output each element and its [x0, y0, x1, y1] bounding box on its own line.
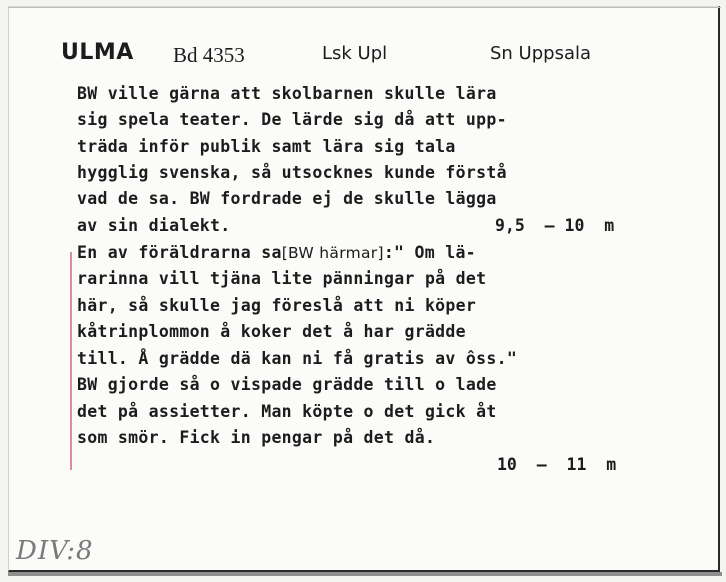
card-top-edge	[9, 7, 721, 8]
volume-number: Bd 4353	[173, 43, 245, 67]
text-line: BW ville gärna att skolbarnen skulle lära	[77, 84, 497, 103]
text-line: som smör. Fick in pengar på det då.	[77, 428, 436, 447]
text-line	[77, 243, 476, 262]
timing-marker: 9,5 – 10 m	[495, 216, 615, 235]
margin-mark	[70, 252, 72, 470]
text-line: till. Å grädde dä kan ni få gratis av ôss."	[77, 349, 518, 368]
timing-marker: 10 – 11 m	[497, 455, 617, 474]
text-line: kåtrinplommon å koker det å har grädde	[77, 322, 466, 341]
text-line: träda inför publik samt lära sig tala	[77, 137, 456, 156]
text-line: sig spela teater. De lärde sig då att upp-	[77, 110, 507, 129]
card-shadow	[8, 572, 722, 576]
handwritten-code: DIV:8	[16, 536, 94, 566]
text-segment: :" Om lä-	[383, 243, 476, 262]
archive-card	[8, 6, 720, 572]
province-code: Lsk Upl	[322, 43, 388, 64]
parish-name: Sn Uppsala	[490, 43, 592, 64]
bracket-note: [BW härmar]	[281, 244, 384, 262]
archive-name: ULMA	[61, 40, 134, 65]
text-line: vad de sa. BW fordrade ej de skulle lägga	[77, 189, 497, 208]
text-line: hygglig svenska, så utsocknes kunde förstå	[77, 163, 507, 182]
text-segment: En av föräldrarna sa	[77, 243, 282, 262]
text-line: BW gjorde så o vispade grädde till o lade	[77, 375, 497, 394]
text-line: rarinna vill tjäna lite pänningar på det	[77, 269, 487, 288]
text-line: av sin dialekt.	[77, 216, 231, 235]
text-line: det på assietter. Man köpte o det gick åt	[77, 402, 497, 421]
text-line: här, så skulle jag föreslå att ni köper	[77, 296, 477, 315]
